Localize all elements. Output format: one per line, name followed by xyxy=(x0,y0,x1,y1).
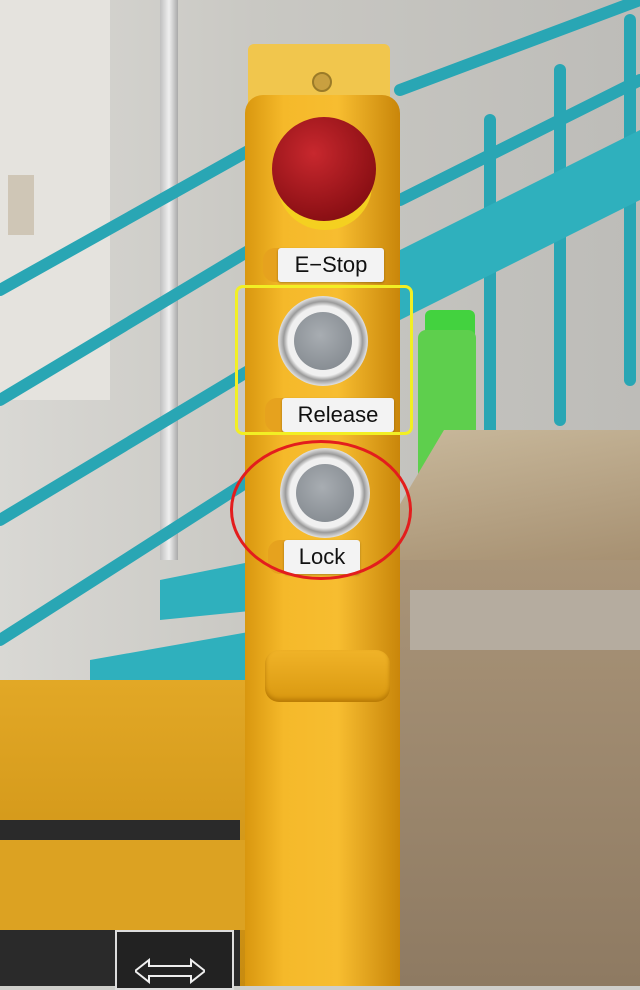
stair-stringer xyxy=(400,130,640,320)
box-label xyxy=(410,590,640,650)
release-label: Release xyxy=(282,398,394,432)
estop-label: E−Stop xyxy=(278,248,384,282)
estop-button[interactable] xyxy=(272,117,376,221)
lock-highlight-ellipse xyxy=(230,440,412,580)
mounting-screw xyxy=(312,72,332,92)
lock-label: Lock xyxy=(284,540,360,574)
cardboard-box-top xyxy=(395,430,640,580)
release-highlight-box xyxy=(235,285,413,435)
pendant-grip-groove xyxy=(265,650,390,702)
machine-housing xyxy=(0,840,245,930)
double-arrow-icon xyxy=(135,958,205,984)
handrail-right-upper xyxy=(400,0,640,90)
